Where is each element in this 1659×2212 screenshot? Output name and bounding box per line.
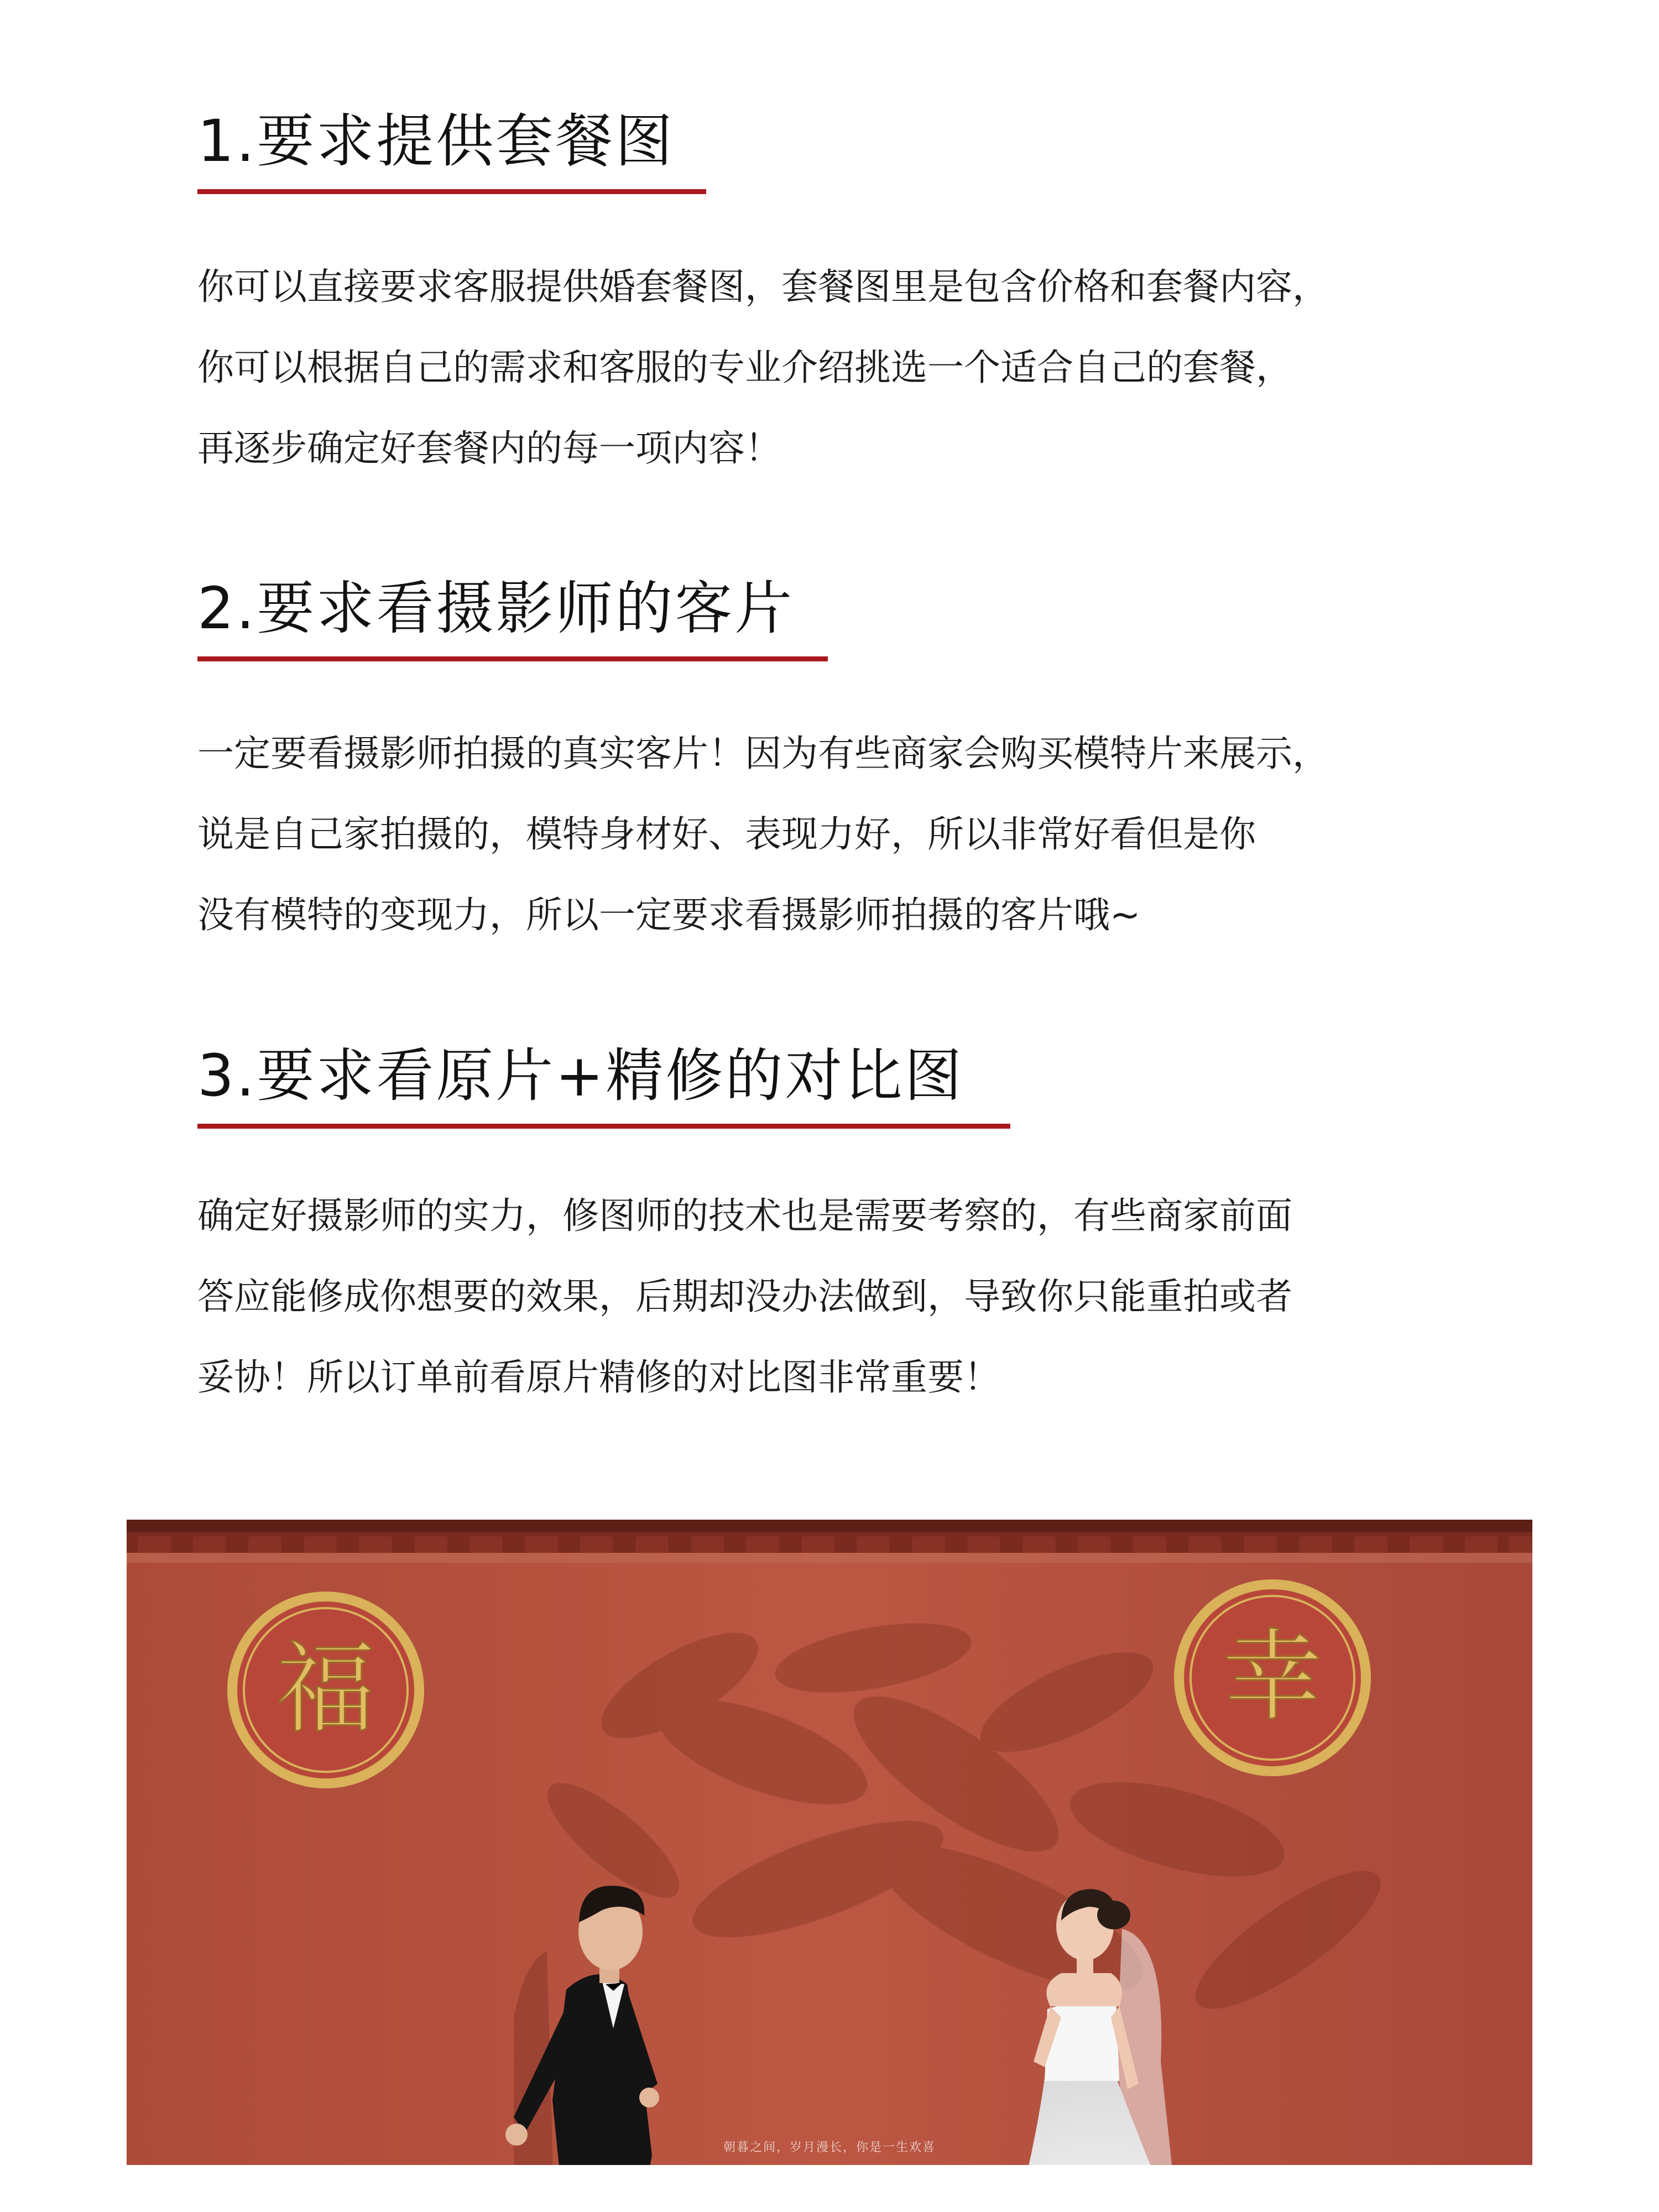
section-heading: 1.要求提供套餐图	[197, 107, 675, 175]
section-1-header	[197, 105, 706, 194]
heading-underline	[197, 656, 828, 661]
wedding-photo	[127, 1520, 1532, 2165]
section-2-header	[197, 572, 828, 661]
body-line: 妥协！所以订单前看原片精修的对比图非常重要！	[197, 1356, 1000, 1399]
fu-medallion	[227, 1592, 424, 1788]
body-line: 你可以直接要求客服提供婚套餐图，套餐图里是包含价格和套餐内容，	[197, 265, 1329, 308]
section-3-body	[197, 1176, 1547, 1418]
heading-underline	[197, 1124, 1010, 1129]
heading-underline	[197, 189, 706, 194]
medallion-character: 幸	[1222, 1619, 1323, 1735]
body-line: 一定要看摄影师拍摄的真实客片！因为有些商家会购买模特片来展示，	[197, 732, 1329, 775]
body-line: 确定好摄影师的实力，修图师的技术也是需要考察的，有些商家前面	[197, 1194, 1292, 1237]
xing-medallion	[1174, 1579, 1371, 1776]
section-heading: 3.要求看原片+精修的对比图	[197, 1042, 964, 1109]
body-line: 说是自己家拍摄的，模特身材好、表现力好，所以非常好看但是你	[197, 813, 1256, 855]
roof-tiles	[127, 1520, 1532, 1532]
body-line: 再逐步确定好套餐内的每一项内容！	[197, 427, 781, 469]
section-heading: 2.要求看摄影师的客片	[197, 575, 795, 642]
photo-caption: 朝暮之间，岁月漫长，你是一生欢喜	[723, 2141, 936, 2154]
section-1-body	[197, 247, 1547, 489]
body-line: 没有模特的变现力，所以一定要求看摄影师拍摄的客片哦~	[197, 894, 1141, 936]
photo-illustration	[127, 1520, 1532, 2165]
body-line: 你可以根据自己的需求和客服的专业介绍挑选一个适合自己的套餐，	[197, 346, 1292, 389]
body-line: 答应能修成你想要的效果，后期却没办法做到，导致你只能重拍或者	[197, 1275, 1292, 1318]
section-3-header	[197, 1040, 1010, 1129]
medallion-character: 福	[275, 1631, 376, 1747]
section-2-body	[197, 713, 1547, 956]
